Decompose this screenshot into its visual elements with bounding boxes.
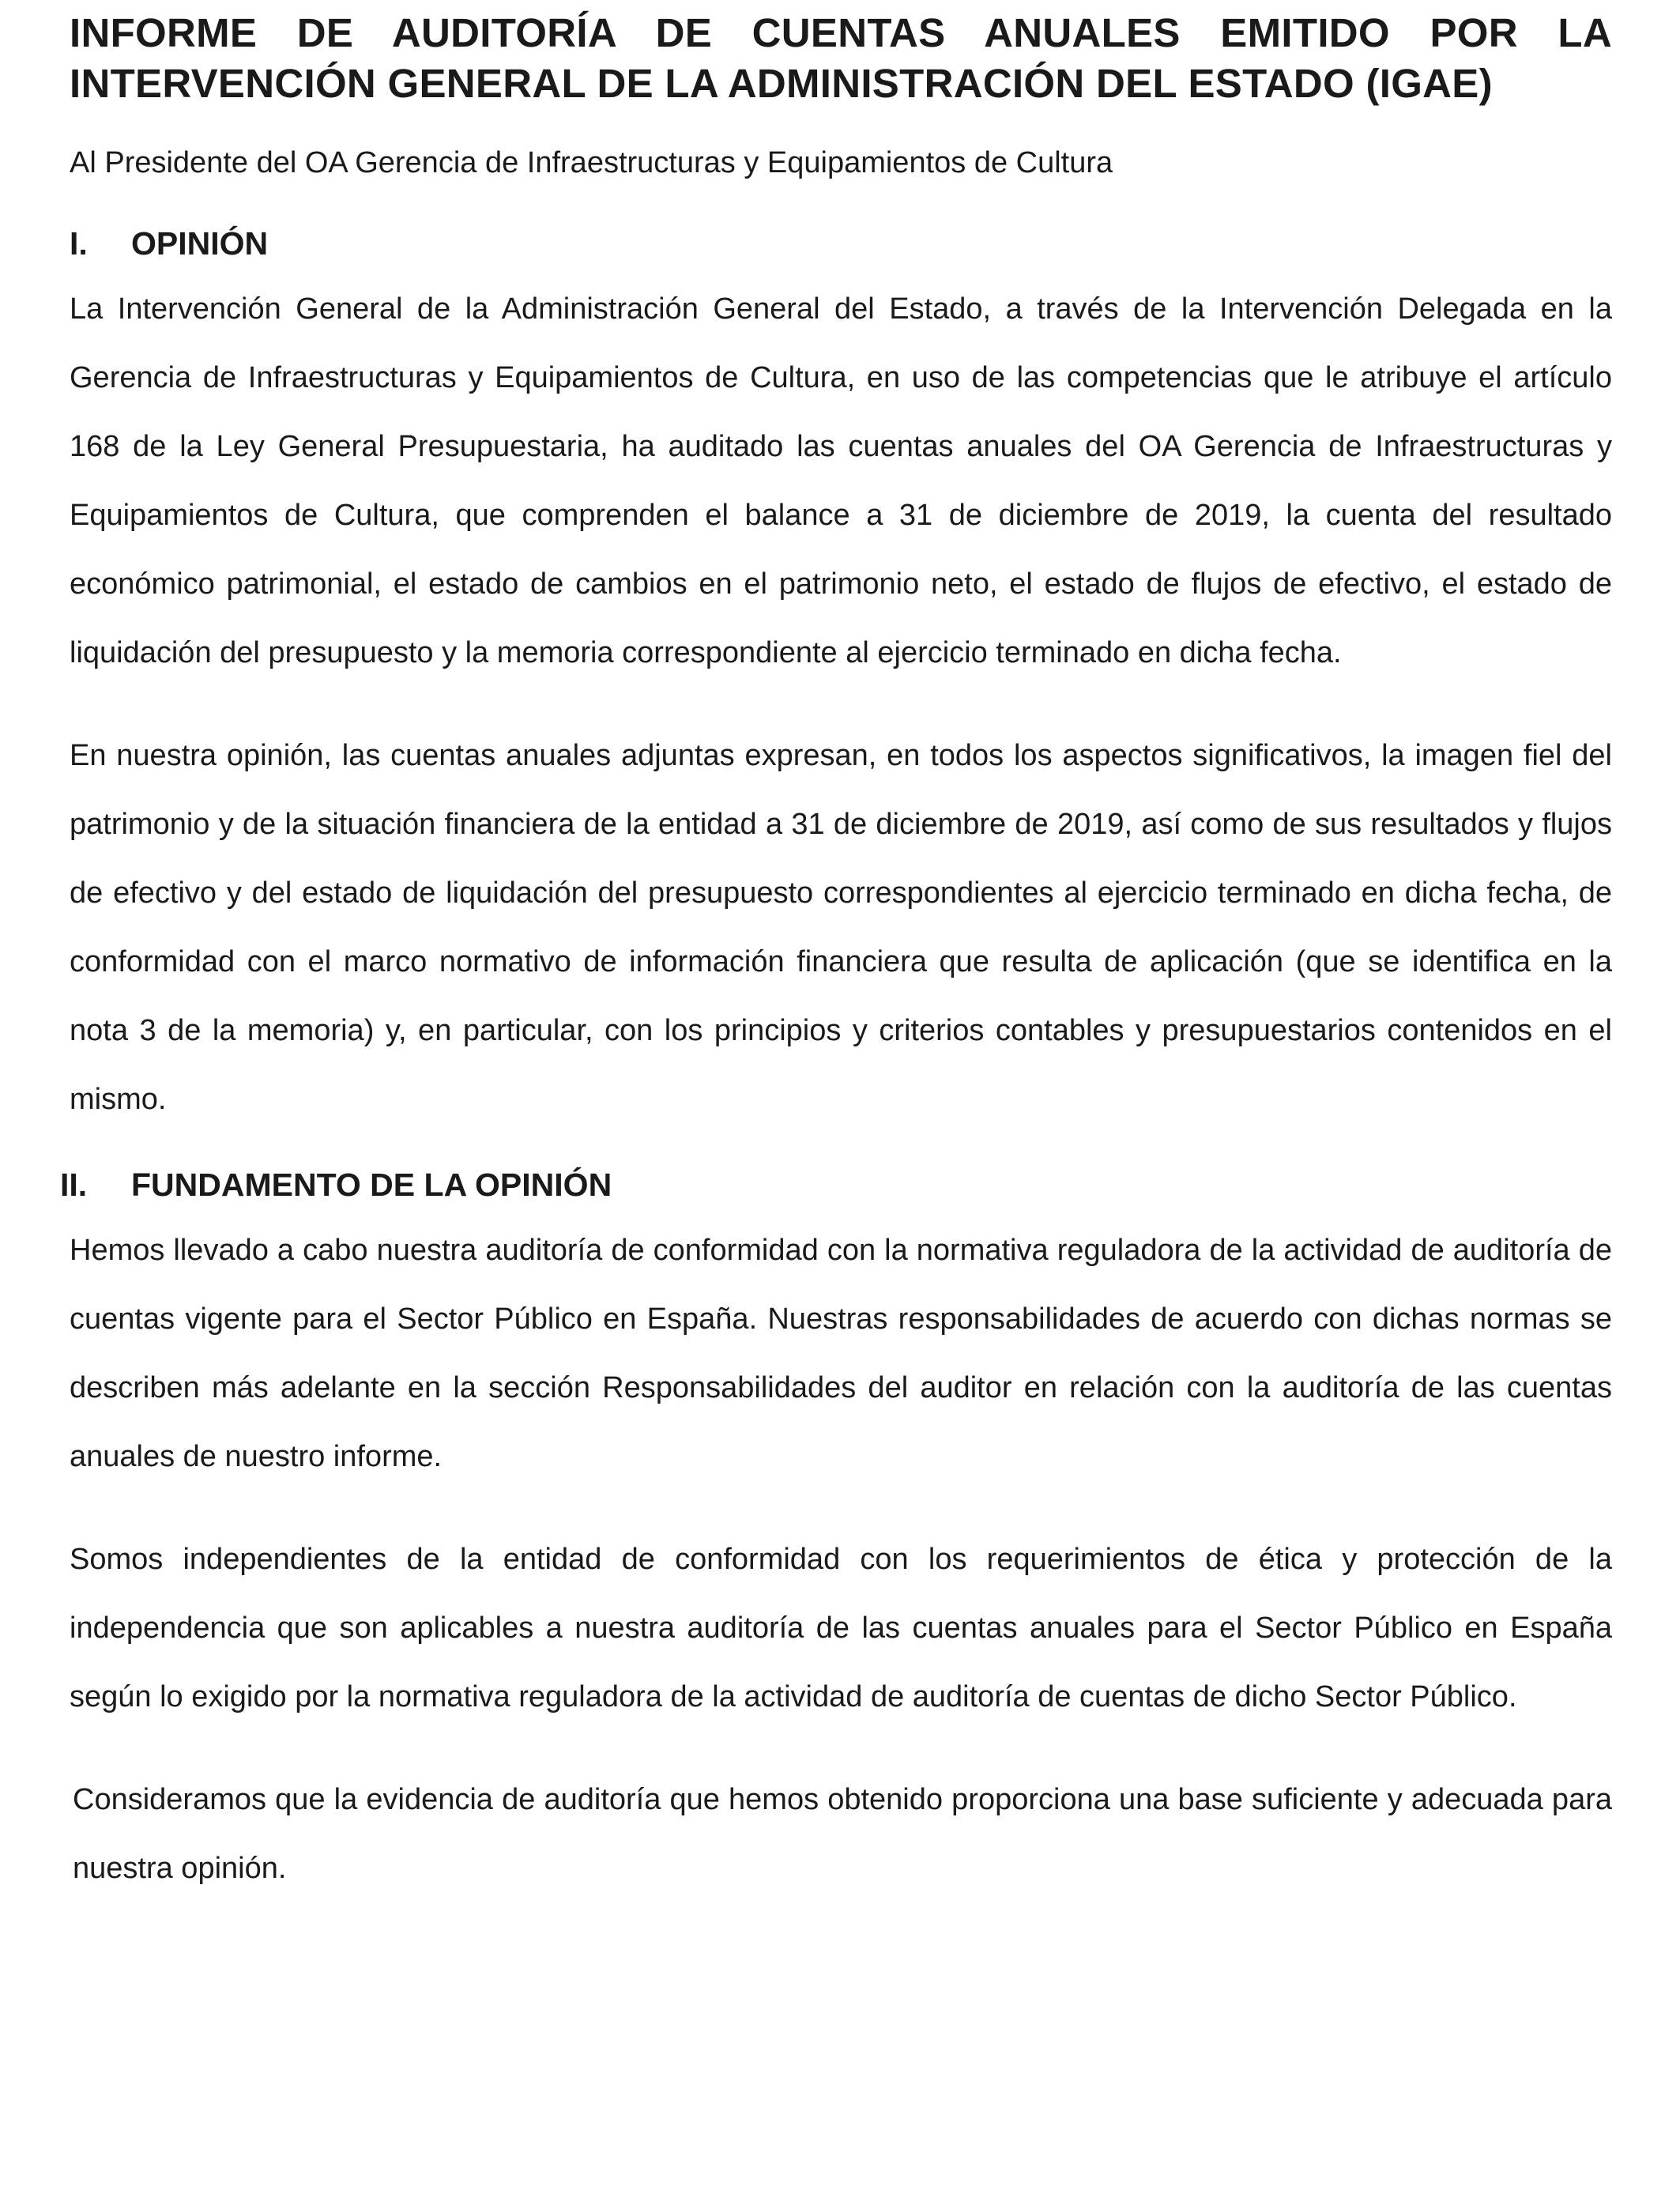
document-page <box>60 0 1612 1903</box>
section-number: I. <box>70 225 88 262</box>
section-heading-fundamento <box>60 1161 1612 1208</box>
opinion-paragraph-2: En nuestra opinión, las cuentas anuales adjuntas expresan, en todos los aspectos significativos, la imagen fiel del patrimonio y de la situación financiera de la entidad a 31 de diciembre de 2019, así como de sus resultados y flujos de efectivo y del estado de liquidación del presupuesto correspondientes al ejercicio terminado en dicha fecha, de conformidad con el marco normativo de información financiera que resulta de aplicación (que se identifica en la nota 3 de la memoria) y, en particular, con los principios y criterios contables y presupuestarios contenidos en el mismo. <box>70 739 1612 1116</box>
fundamento-paragraph-3: Consideramos que la evidencia de auditoría que hemos obtenido proporciona una base suficiente y adecuada para nuestra opinión. <box>73 1783 1612 1885</box>
document-title: INFORME DE AUDITORÍA DE CUENTAS ANUALES EMITIDO POR LA INTERVENCIÓN GENERAL DE LA ADMINISTRACIÓN DEL ESTADO (IGAE) <box>70 10 1612 106</box>
section-title: FUNDAMENTO DE LA OPINIÓN <box>131 1167 612 1203</box>
opinion-paragraph-1: La Intervención General de la Administración General del Estado, a través de la Intervención Delegada en la Gerencia de Infraestructuras y Equipamientos de Cultura, en uso de las competencias que le atribuye el artículo 168 de la Ley General Presupuestaria, ha auditado las cuentas anuales del OA Gerencia de Infraestructuras y Equipamientos de Cultura, que comprenden el balance a 31 de diciembre de 2019, la cuenta del resultado económico patrimonial, el estado de cambios en el patrimonio neto, el estado de flujos de efectivo, el estado de liquidación del presupuesto y la memoria correspondiente al ejercicio terminado en dicha fecha. <box>70 292 1612 669</box>
section-title: OPINIÓN <box>131 225 269 262</box>
fundamento-paragraph-1: Hemos llevado a cabo nuestra auditoría de conformidad con la normativa reguladora de la actividad de auditoría de cuentas vigente para el Sector Público en España. Nuestras responsabilidades de acuerdo con dichas normas se describen más adelante en la sección Responsabilidades del auditor en relación con la auditoría de las cuentas anuales de nuestro informe. <box>70 1234 1612 1473</box>
section-heading-opinion <box>70 220 1612 267</box>
section-number: II. <box>60 1167 88 1203</box>
addressee-line: Al Presidente del OA Gerencia de Infraestructuras y Equipamientos de Cultura <box>70 146 1113 179</box>
fundamento-paragraph-2: Somos independientes de la entidad de conformidad con los requerimientos de ética y protección de la independencia que son aplicables a nuestra auditoría de las cuentas anuales para el Sector Público en España según lo exigido por la normativa reguladora de la actividad de auditoría de cuentas de dicho Sector Público. <box>70 1543 1612 1713</box>
